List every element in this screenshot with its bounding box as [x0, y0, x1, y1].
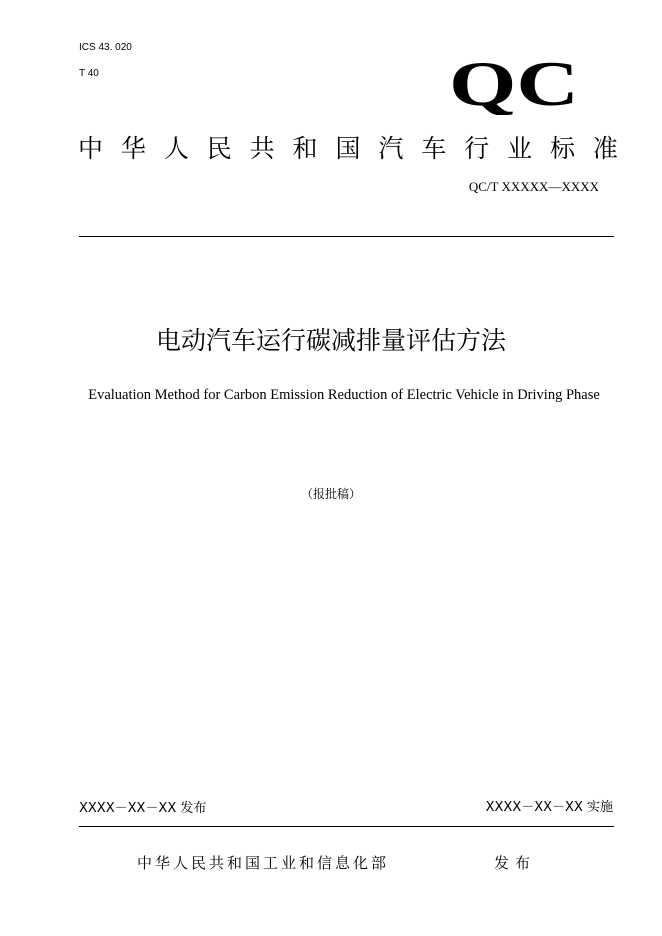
publish-date: XXXX－XX－XX 发布: [79, 801, 207, 816]
industry-char: 准: [592, 134, 618, 163]
qc-logo-text: QC: [449, 60, 579, 115]
header-divider: [79, 236, 614, 237]
industry-char: 共: [249, 134, 275, 163]
ics-code: ICS 43. 020: [79, 42, 132, 53]
issuing-authority: 中华人民共和国工业和信息化部: [137, 854, 390, 872]
industry-char: 国: [335, 134, 361, 163]
industry-char: 车: [421, 134, 447, 163]
footer-divider: [79, 826, 614, 827]
chinese-title: 电动汽车运行碳减排量评估方法: [155, 326, 506, 355]
qc-logo: [449, 60, 581, 115]
industry-char: 和: [292, 134, 318, 163]
industry-char: 华: [120, 134, 146, 163]
industry-char: 汽: [378, 134, 404, 163]
english-title: Evaluation Method for Carbon Emission Reduction of Electric Vehicle in Driving Phase: [88, 387, 600, 403]
industry-char: 中: [78, 134, 104, 163]
classification-code: T 40: [79, 68, 99, 79]
industry-standard-title: [78, 130, 618, 164]
issue-label: 发布: [494, 854, 537, 872]
industry-char: 业: [507, 134, 533, 163]
qc-logo-graphic: [449, 60, 581, 115]
standard-number: QC/T XXXXX—XXXX: [468, 179, 599, 194]
industry-char: 人: [163, 134, 189, 163]
industry-char: 行: [464, 134, 490, 163]
industry-char: 民: [206, 134, 232, 163]
implement-date: XXXX－XX－XX 实施: [485, 800, 613, 815]
industry-char: 标: [549, 134, 575, 163]
draft-status: （报批稿）: [300, 487, 361, 501]
